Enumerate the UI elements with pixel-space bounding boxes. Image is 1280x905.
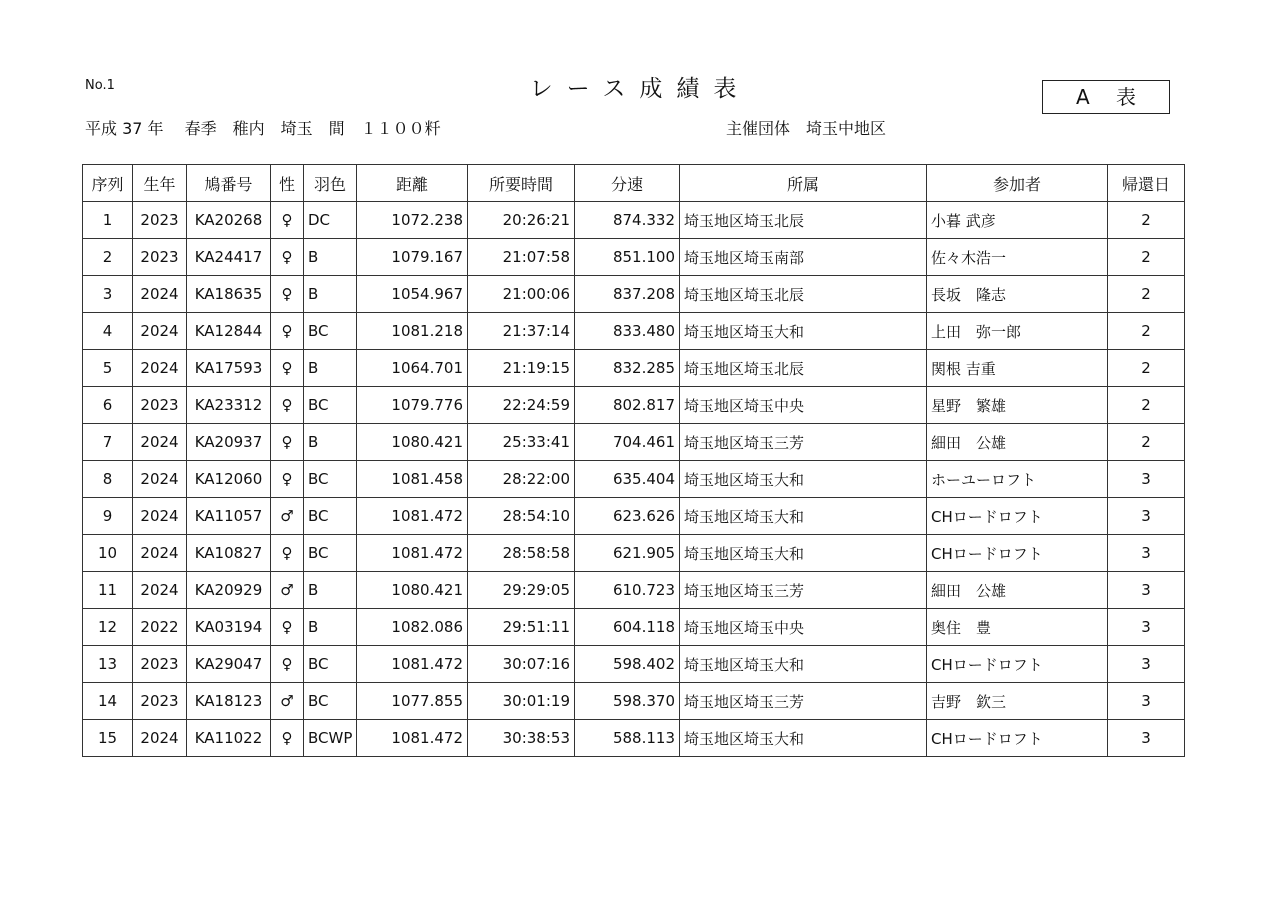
page-number: No.1 bbox=[85, 78, 115, 93]
distance-cell: 1081.472 bbox=[357, 646, 468, 683]
rank-cell: 14 bbox=[83, 683, 133, 720]
participant-cell: 佐々木浩一 bbox=[927, 239, 1108, 276]
affiliation-cell: 埼玉地区埼玉大和 bbox=[680, 461, 927, 498]
birth-year-cell: 2023 bbox=[133, 202, 187, 239]
return-day-cell: 3 bbox=[1108, 461, 1185, 498]
time-cell: 30:07:16 bbox=[468, 646, 575, 683]
time-cell: 28:54:10 bbox=[468, 498, 575, 535]
organizer: 主催団体 埼玉中地区 bbox=[726, 119, 887, 138]
ring-number-cell: KA11022 bbox=[187, 720, 271, 757]
affiliation-cell: 埼玉地区埼玉北辰 bbox=[680, 202, 927, 239]
table-row bbox=[83, 683, 1185, 720]
distance-cell: 1081.218 bbox=[357, 313, 468, 350]
affiliation-cell: 埼玉地区埼玉大和 bbox=[680, 720, 927, 757]
birth-year-cell: 2024 bbox=[133, 720, 187, 757]
col-header-birth-year: 生年 bbox=[133, 165, 187, 202]
affiliation-cell: 埼玉地区埼玉大和 bbox=[680, 646, 927, 683]
table-row bbox=[83, 572, 1185, 609]
birth-year-cell: 2023 bbox=[133, 239, 187, 276]
ring-number-cell: KA20929 bbox=[187, 572, 271, 609]
color-cell: BC bbox=[304, 498, 357, 535]
rank-cell: 10 bbox=[83, 535, 133, 572]
speed-cell: 621.905 bbox=[575, 535, 680, 572]
race-info: 平成 37 年 春季 稚内 埼玉 間 １１００粁 bbox=[85, 119, 441, 138]
sex-cell: ♀ bbox=[271, 424, 304, 461]
return-day-cell: 3 bbox=[1108, 683, 1185, 720]
distance-cell: 1079.776 bbox=[357, 387, 468, 424]
rank-cell: 5 bbox=[83, 350, 133, 387]
affiliation-cell: 埼玉地区埼玉三芳 bbox=[680, 572, 927, 609]
color-cell: B bbox=[304, 424, 357, 461]
header-row bbox=[83, 165, 1185, 202]
speed-cell: 588.113 bbox=[575, 720, 680, 757]
rank-cell: 1 bbox=[83, 202, 133, 239]
ring-number-cell: KA23312 bbox=[187, 387, 271, 424]
color-cell: B bbox=[304, 350, 357, 387]
sex-cell: ♂ bbox=[271, 572, 304, 609]
speed-cell: 635.404 bbox=[575, 461, 680, 498]
speed-cell: 833.480 bbox=[575, 313, 680, 350]
sex-cell: ♂ bbox=[271, 498, 304, 535]
distance-cell: 1080.421 bbox=[357, 424, 468, 461]
sex-cell: ♀ bbox=[271, 313, 304, 350]
speed-cell: 802.817 bbox=[575, 387, 680, 424]
ring-number-cell: KA29047 bbox=[187, 646, 271, 683]
rank-cell: 8 bbox=[83, 461, 133, 498]
birth-year-cell: 2024 bbox=[133, 313, 187, 350]
affiliation-cell: 埼玉地区埼玉北辰 bbox=[680, 276, 927, 313]
time-cell: 28:22:00 bbox=[468, 461, 575, 498]
birth-year-cell: 2024 bbox=[133, 535, 187, 572]
rank-cell: 2 bbox=[83, 239, 133, 276]
participant-cell: 奥住 豊 bbox=[927, 609, 1108, 646]
distance-cell: 1082.086 bbox=[357, 609, 468, 646]
affiliation-cell: 埼玉地区埼玉北辰 bbox=[680, 350, 927, 387]
speed-cell: 598.370 bbox=[575, 683, 680, 720]
col-header-affiliation: 所属 bbox=[680, 165, 927, 202]
speed-cell: 623.626 bbox=[575, 498, 680, 535]
col-header-sex: 性 bbox=[271, 165, 304, 202]
distance-cell: 1072.238 bbox=[357, 202, 468, 239]
distance-cell: 1077.855 bbox=[357, 683, 468, 720]
color-cell: BC bbox=[304, 535, 357, 572]
birth-year-cell: 2024 bbox=[133, 461, 187, 498]
table-row bbox=[83, 313, 1185, 350]
participant-cell: 上田 弥一郎 bbox=[927, 313, 1108, 350]
time-cell: 22:24:59 bbox=[468, 387, 575, 424]
ring-number-cell: KA18123 bbox=[187, 683, 271, 720]
affiliation-cell: 埼玉地区埼玉大和 bbox=[680, 498, 927, 535]
sex-cell: ♀ bbox=[271, 350, 304, 387]
affiliation-cell: 埼玉地区埼玉三芳 bbox=[680, 683, 927, 720]
sex-cell: ♀ bbox=[271, 202, 304, 239]
col-header-time: 所要時間 bbox=[468, 165, 575, 202]
col-header-distance: 距離 bbox=[357, 165, 468, 202]
color-cell: BC bbox=[304, 683, 357, 720]
rank-cell: 7 bbox=[83, 424, 133, 461]
affiliation-cell: 埼玉地区埼玉大和 bbox=[680, 535, 927, 572]
sex-cell: ♀ bbox=[271, 276, 304, 313]
speed-cell: 610.723 bbox=[575, 572, 680, 609]
time-cell: 29:29:05 bbox=[468, 572, 575, 609]
distance-cell: 1054.967 bbox=[357, 276, 468, 313]
birth-year-cell: 2023 bbox=[133, 387, 187, 424]
rank-cell: 9 bbox=[83, 498, 133, 535]
birth-year-cell: 2022 bbox=[133, 609, 187, 646]
table-row bbox=[83, 387, 1185, 424]
color-cell: B bbox=[304, 609, 357, 646]
sex-cell: ♀ bbox=[271, 535, 304, 572]
time-cell: 20:26:21 bbox=[468, 202, 575, 239]
time-cell: 21:00:06 bbox=[468, 276, 575, 313]
table-row bbox=[83, 498, 1185, 535]
participant-cell: 細田 公雄 bbox=[927, 424, 1108, 461]
participant-cell: 吉野 欽三 bbox=[927, 683, 1108, 720]
time-cell: 25:33:41 bbox=[468, 424, 575, 461]
birth-year-cell: 2024 bbox=[133, 424, 187, 461]
time-cell: 21:19:15 bbox=[468, 350, 575, 387]
time-cell: 29:51:11 bbox=[468, 609, 575, 646]
col-header-rank: 序列 bbox=[83, 165, 133, 202]
return-day-cell: 3 bbox=[1108, 572, 1185, 609]
participant-cell: CHロードロフト bbox=[927, 535, 1108, 572]
time-cell: 21:07:58 bbox=[468, 239, 575, 276]
col-header-return-day: 帰還日 bbox=[1108, 165, 1185, 202]
speed-cell: 874.332 bbox=[575, 202, 680, 239]
col-header-speed: 分速 bbox=[575, 165, 680, 202]
return-day-cell: 2 bbox=[1108, 239, 1185, 276]
table-row bbox=[83, 350, 1185, 387]
speed-cell: 704.461 bbox=[575, 424, 680, 461]
table-row bbox=[83, 720, 1185, 757]
table-row bbox=[83, 461, 1185, 498]
sex-cell: ♂ bbox=[271, 683, 304, 720]
results-table bbox=[82, 164, 1185, 757]
table-row bbox=[83, 609, 1185, 646]
table-row bbox=[83, 535, 1185, 572]
affiliation-cell: 埼玉地区埼玉南部 bbox=[680, 239, 927, 276]
sex-cell: ♀ bbox=[271, 720, 304, 757]
speed-cell: 832.285 bbox=[575, 350, 680, 387]
return-day-cell: 3 bbox=[1108, 609, 1185, 646]
time-cell: 21:37:14 bbox=[468, 313, 575, 350]
return-day-cell: 3 bbox=[1108, 720, 1185, 757]
ring-number-cell: KA03194 bbox=[187, 609, 271, 646]
sex-cell: ♀ bbox=[271, 609, 304, 646]
ring-number-cell: KA18635 bbox=[187, 276, 271, 313]
color-cell: BC bbox=[304, 461, 357, 498]
affiliation-cell: 埼玉地区埼玉大和 bbox=[680, 313, 927, 350]
table-row bbox=[83, 239, 1185, 276]
rank-cell: 11 bbox=[83, 572, 133, 609]
time-cell: 28:58:58 bbox=[468, 535, 575, 572]
distance-cell: 1081.472 bbox=[357, 720, 468, 757]
birth-year-cell: 2024 bbox=[133, 572, 187, 609]
color-cell: BC bbox=[304, 387, 357, 424]
distance-cell: 1081.472 bbox=[357, 498, 468, 535]
return-day-cell: 2 bbox=[1108, 202, 1185, 239]
col-header-participant: 参加者 bbox=[927, 165, 1108, 202]
time-cell: 30:01:19 bbox=[468, 683, 575, 720]
speed-cell: 604.118 bbox=[575, 609, 680, 646]
rank-cell: 15 bbox=[83, 720, 133, 757]
rank-cell: 4 bbox=[83, 313, 133, 350]
sex-cell: ♀ bbox=[271, 387, 304, 424]
ring-number-cell: KA12844 bbox=[187, 313, 271, 350]
col-header-color: 羽色 bbox=[304, 165, 357, 202]
rank-cell: 13 bbox=[83, 646, 133, 683]
sex-cell: ♀ bbox=[271, 646, 304, 683]
time-cell: 30:38:53 bbox=[468, 720, 575, 757]
color-cell: BCWP bbox=[304, 720, 357, 757]
participant-cell: CHロードロフト bbox=[927, 646, 1108, 683]
speed-cell: 851.100 bbox=[575, 239, 680, 276]
col-header-ring-number: 鳩番号 bbox=[187, 165, 271, 202]
affiliation-cell: 埼玉地区埼玉中央 bbox=[680, 387, 927, 424]
rank-cell: 3 bbox=[83, 276, 133, 313]
color-cell: BC bbox=[304, 646, 357, 683]
ring-number-cell: KA24417 bbox=[187, 239, 271, 276]
table-row bbox=[83, 424, 1185, 461]
color-cell: BC bbox=[304, 313, 357, 350]
color-cell: B bbox=[304, 572, 357, 609]
ring-number-cell: KA11057 bbox=[187, 498, 271, 535]
sex-cell: ♀ bbox=[271, 239, 304, 276]
sex-cell: ♀ bbox=[271, 461, 304, 498]
ring-number-cell: KA20937 bbox=[187, 424, 271, 461]
distance-cell: 1064.701 bbox=[357, 350, 468, 387]
participant-cell: CHロードロフト bbox=[927, 498, 1108, 535]
color-cell: B bbox=[304, 239, 357, 276]
participant-cell: 長坂 隆志 bbox=[927, 276, 1108, 313]
return-day-cell: 2 bbox=[1108, 313, 1185, 350]
color-cell: DC bbox=[304, 202, 357, 239]
participant-cell: 細田 公雄 bbox=[927, 572, 1108, 609]
participant-cell: ホーユーロフト bbox=[927, 461, 1108, 498]
distance-cell: 1079.167 bbox=[357, 239, 468, 276]
return-day-cell: 2 bbox=[1108, 350, 1185, 387]
participant-cell: CHロードロフト bbox=[927, 720, 1108, 757]
return-day-cell: 2 bbox=[1108, 424, 1185, 461]
birth-year-cell: 2024 bbox=[133, 350, 187, 387]
return-day-cell: 3 bbox=[1108, 498, 1185, 535]
distance-cell: 1081.458 bbox=[357, 461, 468, 498]
birth-year-cell: 2023 bbox=[133, 646, 187, 683]
document-title: レース成績表 bbox=[529, 76, 751, 102]
birth-year-cell: 2024 bbox=[133, 498, 187, 535]
ring-number-cell: KA20268 bbox=[187, 202, 271, 239]
rank-cell: 6 bbox=[83, 387, 133, 424]
speed-cell: 598.402 bbox=[575, 646, 680, 683]
return-day-cell: 2 bbox=[1108, 387, 1185, 424]
return-day-cell: 3 bbox=[1108, 535, 1185, 572]
birth-year-cell: 2024 bbox=[133, 276, 187, 313]
participant-cell: 小暮 武彦 bbox=[927, 202, 1108, 239]
return-day-cell: 2 bbox=[1108, 276, 1185, 313]
table-row bbox=[83, 646, 1185, 683]
table-row bbox=[83, 202, 1185, 239]
rank-cell: 12 bbox=[83, 609, 133, 646]
return-day-cell: 3 bbox=[1108, 646, 1185, 683]
table-row bbox=[83, 276, 1185, 313]
distance-cell: 1080.421 bbox=[357, 572, 468, 609]
participant-cell: 関根 吉重 bbox=[927, 350, 1108, 387]
ring-number-cell: KA17593 bbox=[187, 350, 271, 387]
sheet-label-box: A 表 bbox=[1042, 80, 1170, 114]
speed-cell: 837.208 bbox=[575, 276, 680, 313]
ring-number-cell: KA12060 bbox=[187, 461, 271, 498]
distance-cell: 1081.472 bbox=[357, 535, 468, 572]
affiliation-cell: 埼玉地区埼玉中央 bbox=[680, 609, 927, 646]
color-cell: B bbox=[304, 276, 357, 313]
affiliation-cell: 埼玉地区埼玉三芳 bbox=[680, 424, 927, 461]
birth-year-cell: 2023 bbox=[133, 683, 187, 720]
participant-cell: 星野 繁雄 bbox=[927, 387, 1108, 424]
ring-number-cell: KA10827 bbox=[187, 535, 271, 572]
